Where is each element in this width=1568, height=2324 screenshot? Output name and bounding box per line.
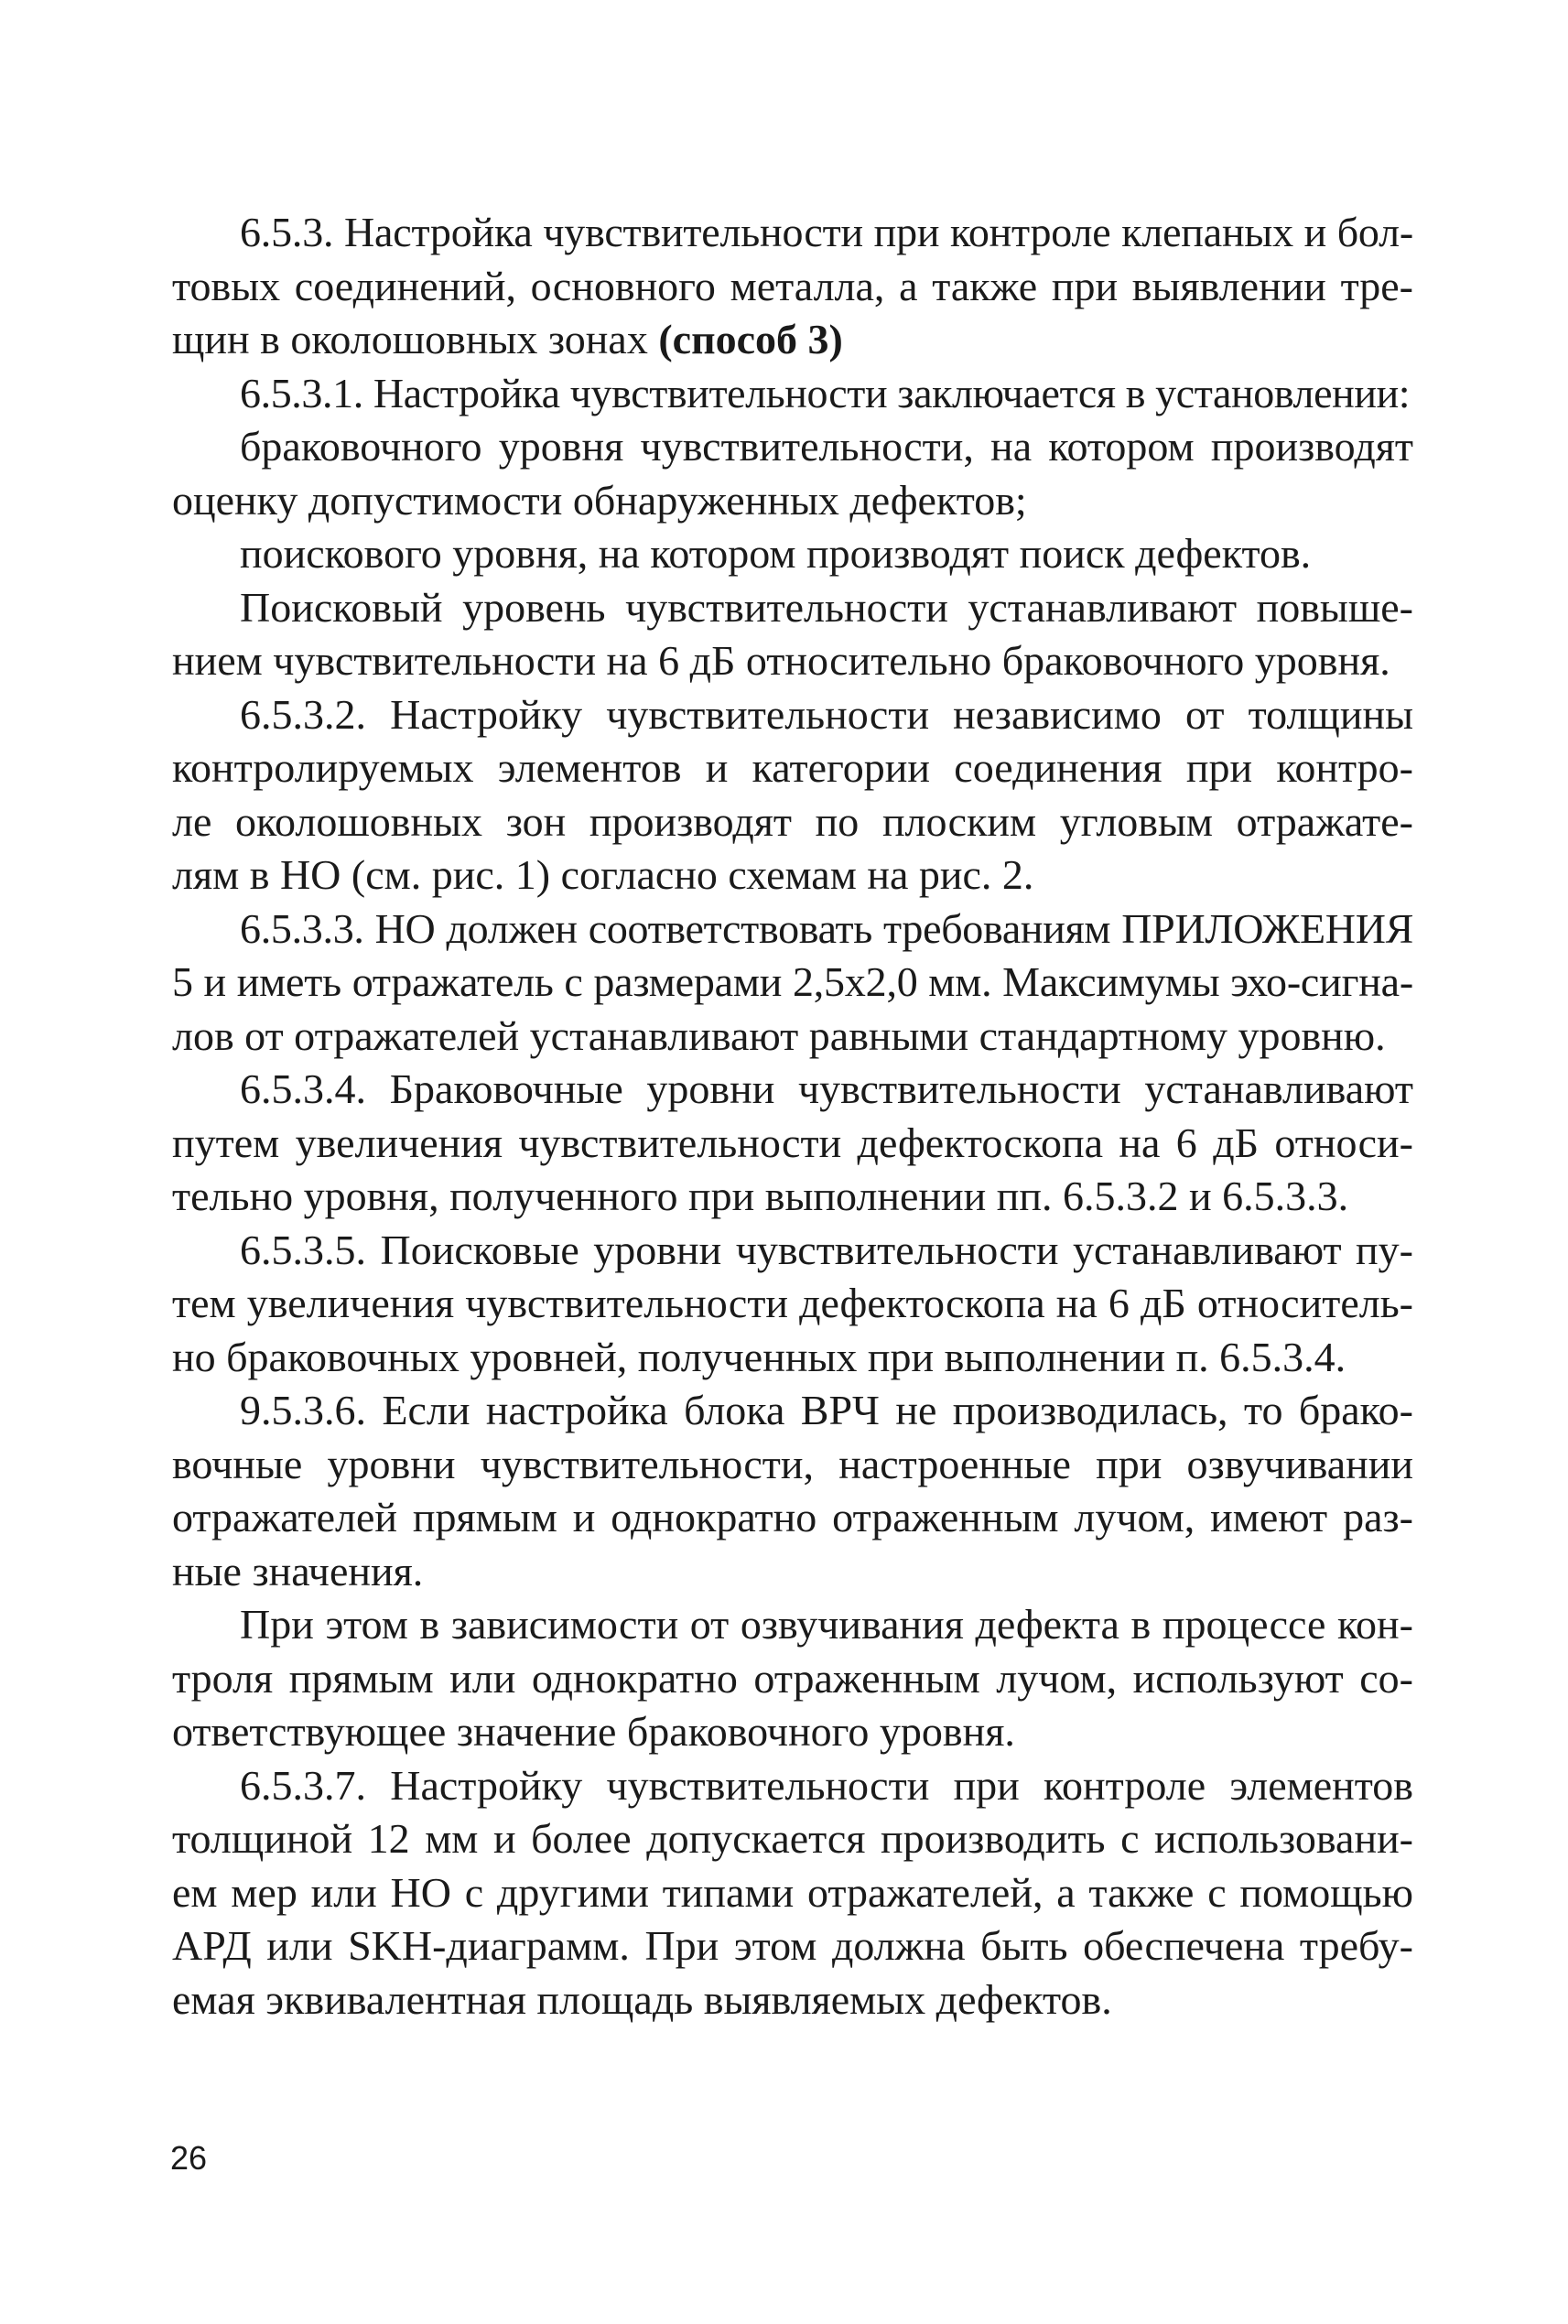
paragraph-rejection-level <box>172 420 1413 527</box>
text-line: ные значения. <box>172 1547 424 1594</box>
paragraph-6-5-3-2 <box>172 688 1413 903</box>
body-text <box>172 206 1413 2027</box>
paragraph-9-5-3-6 <box>172 1384 1413 1598</box>
text-line: тельно уровня, полученного при выполнении пп. 6.5.3.2 и 6.5.3.3. <box>172 1173 1349 1219</box>
paragraph-6-5-3-3 <box>172 903 1413 1064</box>
text-line: троля прямым или однократно отраженным лучом, используют со- <box>172 1654 1413 1702</box>
text-line: нием чувствительности на 6 дБ относительно браковочного уровня. <box>172 637 1390 684</box>
paragraph-6-5-3-7 <box>172 1759 1413 2027</box>
text-line: 6.5.3.4. Браковочные уровни чувствительности устанавливают <box>240 1065 1413 1112</box>
paragraph-search-level-setting <box>172 581 1413 688</box>
text-line: АРД или SKH-диаграмм. При этом должна быть обеспечена требу- <box>172 1922 1413 1969</box>
text-line: толщиной 12 мм и более допускается производить с использовани- <box>172 1815 1413 1862</box>
heading-method-label: (способ 3) <box>658 316 843 362</box>
paragraph-direct-reflected-beam <box>172 1598 1413 1759</box>
text-line: ем мер или НО с другими типами отражателей, а также с помощью <box>172 1868 1413 1916</box>
text-line: ответствующее значение браковочного уровня. <box>172 1708 1015 1755</box>
heading-line: 6.5.3. Настройка чувствительности при контроле клепаных и бол- <box>240 209 1413 255</box>
text-line: поискового уровня, на котором производят поиск дефектов. <box>240 530 1312 577</box>
page-number: 26 <box>170 2139 208 2177</box>
text-line: 6.5.3.7. Настройку чувствительности при контроле элементов <box>240 1761 1413 1809</box>
heading-line: товых соединений, основного металла, а также при выявлении тре- <box>172 262 1413 309</box>
text-line: 6.5.3.1. Настройка чувствительности заключается в установлении: <box>240 369 1411 416</box>
text-line: При этом в зависимости от озвучивания дефекта в процессе кон- <box>240 1601 1413 1648</box>
text-line: Поисковый уровень чувствительности устанавливают повыше- <box>240 583 1413 631</box>
paragraph-6-5-3-5 <box>172 1224 1413 1385</box>
text-line: 6.5.3.3. НО должен соответствовать требованиям ПРИЛОЖЕНИЯ <box>240 904 1413 952</box>
paragraph-6-5-3-heading <box>172 206 1413 367</box>
text-line: 6.5.3.2. Настройку чувствительности независимо от толщины <box>240 690 1413 738</box>
text-line: вочные уровни чувствительности, настроенные при озвучивании <box>172 1440 1413 1487</box>
text-line: лям в НО (см. рис. 1) согласно схемам на рис. 2. <box>172 851 1034 898</box>
text-line: 6.5.3.5. Поисковые уровни чувствительности устанавливают пу- <box>240 1226 1413 1273</box>
paragraph-search-level <box>172 527 1413 581</box>
text-line: тем увеличения чувствительности дефектоскопа на 6 дБ относитель- <box>172 1280 1413 1326</box>
text-line: путем увеличения чувствительности дефектоскопа на 6 дБ относи- <box>172 1119 1413 1166</box>
text-line: контролируемых элементов и категории соединения при контро- <box>172 744 1413 791</box>
text-line: 9.5.3.6. Если настройка блока ВРЧ не производилась, то брако- <box>240 1387 1413 1433</box>
text-line: но браковочных уровней, полученных при выполнении п. 6.5.3.4. <box>172 1333 1346 1380</box>
text-line: лов от отражателей устанавливают равными стандартному уровню. <box>172 1011 1386 1059</box>
paragraph-list <box>172 367 1413 2027</box>
text-line: браковочного уровня чувствительности, на котором производят <box>240 423 1413 470</box>
paragraph-6-5-3-1 <box>172 367 1413 421</box>
heading-text: щин в околошовных зонах <box>172 316 648 362</box>
heading-line-last <box>172 313 1413 367</box>
text-line: отражателей прямым и однократно отраженным лучом, имеют раз- <box>172 1494 1413 1540</box>
text-line: оценку допустимости обнаруженных дефектов; <box>172 476 1027 524</box>
text-line: емая эквивалентная площадь выявляемых дефектов. <box>172 1975 1112 2023</box>
text-line: 5 и иметь отражатель с размерами 2,5х2,0 мм. Максимумы эхо-сигна- <box>172 958 1413 1005</box>
paragraph-6-5-3-4 <box>172 1063 1413 1224</box>
text-line: ле околошовных зон производят по плоским угловым отражате- <box>172 797 1413 845</box>
